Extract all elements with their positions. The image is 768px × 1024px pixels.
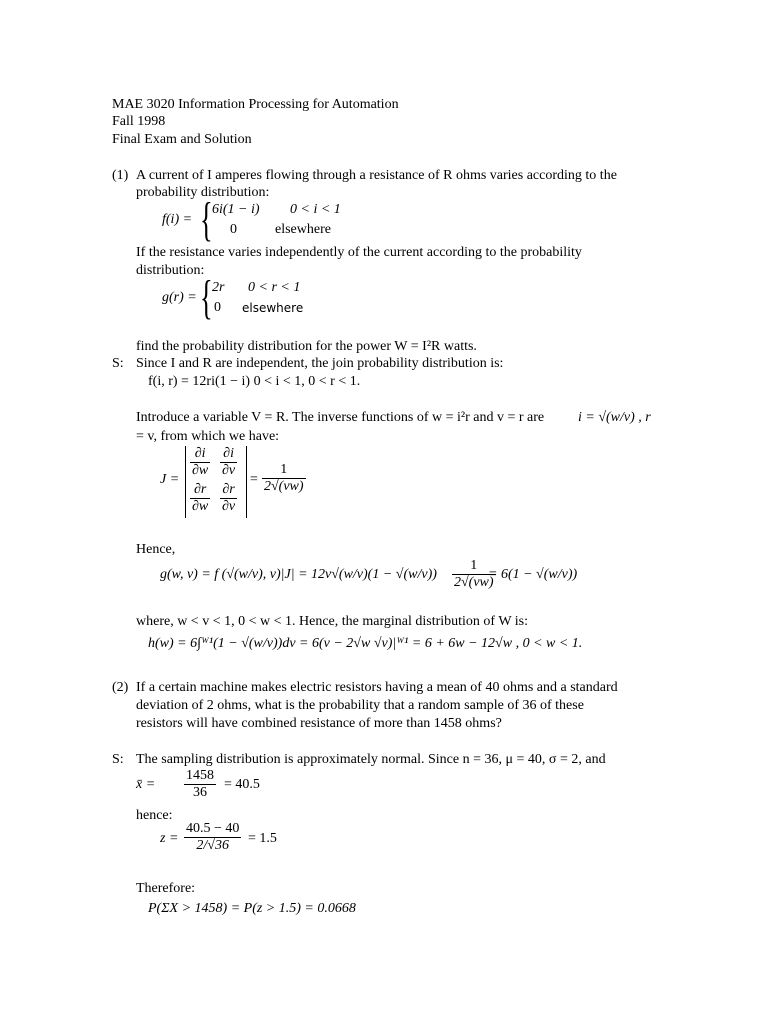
hence-1: Hence, bbox=[136, 542, 176, 557]
jac-r2c2: $\frac{\partial r}{\partial v}$ bbox=[222, 482, 236, 514]
q1-text-line1: A current of I amperes flowing through a resistance of R ohms varies according to the bbox=[136, 168, 617, 183]
s2-line1: The sampling distribution is approximately normal. Since n = 36, μ = 40, σ = 2, and bbox=[136, 752, 606, 767]
q1-text-line4: distribution: bbox=[136, 263, 205, 278]
q1-text-line3: If the resistance varies independently of the current according to the probability bbox=[136, 245, 582, 260]
jacobian-lhs: J = bbox=[160, 472, 180, 487]
f-case2-cond: elsewhere bbox=[275, 222, 331, 237]
hence-2: hence: bbox=[136, 808, 173, 823]
q1-text-line2: probability distribution: bbox=[136, 185, 270, 200]
jacobian-eq: = bbox=[250, 472, 258, 487]
s1-line3b: i = √(w/v) , r bbox=[578, 410, 651, 425]
f-case1-expr: 6i(1 − i) bbox=[212, 202, 260, 217]
document-title: Final Exam and Solution bbox=[112, 132, 252, 147]
xbar-lhs: x̄ = bbox=[136, 777, 156, 792]
marginal-hw: h(w) = 6∫ᵂ¹(1 − √(w/v))dv = 6(v − 2√w √v)|ᵂ¹ = 6 + 6w − 12√w , 0 < w < 1. bbox=[148, 636, 583, 651]
xbar-rhs: = 40.5 bbox=[224, 777, 260, 792]
q1-number: (1) bbox=[112, 168, 129, 183]
g-case1-expr: 2r bbox=[212, 280, 225, 295]
s2-label: S: bbox=[112, 752, 124, 767]
jac-r1c2: $\frac{\partial i}{\partial v}$ bbox=[222, 446, 236, 478]
final-probability: P(ΣX > 1458) = P(z > 1.5) = 0.0668 bbox=[148, 901, 356, 916]
q2-line3: resistors will have combined resistance of more than 1458 ohms? bbox=[136, 716, 502, 731]
z-rhs: = 1.5 bbox=[248, 831, 277, 846]
therefore: Therefore: bbox=[136, 881, 196, 896]
where-line: where, w < v < 1, 0 < w < 1. Hence, the marginal distribution of W is: bbox=[136, 614, 529, 629]
term: Fall 1998 bbox=[112, 114, 166, 129]
f-case1-cond: 0 < i < 1 bbox=[290, 202, 341, 217]
s1-line1: Since I and R are independent, the join probability distribution is: bbox=[136, 356, 504, 371]
f-lhs: f(i) = bbox=[162, 212, 193, 227]
f-case2-expr: 0 bbox=[230, 222, 237, 237]
gwv-part-b: = 6(1 − √(w/v)) bbox=[488, 567, 578, 582]
s1-line2: f(i, r) = 12ri(1 − i) 0 < i < 1, 0 < r < 1. bbox=[148, 374, 361, 389]
q2-line2: deviation of 2 ohms, what is the probability that a random sample of 36 of these bbox=[136, 698, 584, 713]
s1-line4: = v, from which we have: bbox=[136, 429, 280, 444]
gwv-frac: $\frac{1}{2√(vw)}$ bbox=[454, 558, 494, 590]
g-case2-cond: elsewhere bbox=[242, 301, 304, 315]
q1-text-line5: find the probability distribution for the power W = I²R watts. bbox=[136, 339, 477, 354]
s1-label: S: bbox=[112, 356, 124, 371]
z-frac: $\frac{40.5 - 40}{2/√36}$ bbox=[186, 821, 240, 853]
z-lhs: z = bbox=[160, 831, 179, 846]
g-lhs: g(r) = bbox=[162, 290, 197, 305]
jacobian-determinant bbox=[185, 446, 247, 518]
q2-line1: If a certain machine makes electric resistors having a mean of 40 ohms and a standard bbox=[136, 680, 618, 695]
g-case2-expr: 0 bbox=[214, 300, 221, 315]
course-title: MAE 3020 Information Processing for Automation bbox=[112, 97, 399, 112]
q2-number: (2) bbox=[112, 680, 129, 695]
f-brace: { bbox=[200, 193, 213, 246]
jac-r1c1: $\frac{\partial i}{\partial w}$ bbox=[192, 446, 209, 478]
s1-line3a: Introduce a variable V = R. The inverse functions of w = i²r and v = r are bbox=[136, 410, 545, 425]
xbar-frac: $\frac{1458}{36}$ bbox=[186, 768, 214, 800]
jac-r2c1: $\frac{\partial r}{\partial w}$ bbox=[192, 482, 209, 514]
g-brace: { bbox=[200, 271, 213, 324]
gwv-part-a: g(w, v) = f (√(w/v), v)|J| = 12v√(w/v)(1 − √(w/v)) bbox=[160, 567, 437, 582]
jacobian-rhs: $\frac{1}{2√(vw)}$ bbox=[264, 462, 304, 494]
g-case1-cond: 0 < r < 1 bbox=[248, 280, 301, 295]
